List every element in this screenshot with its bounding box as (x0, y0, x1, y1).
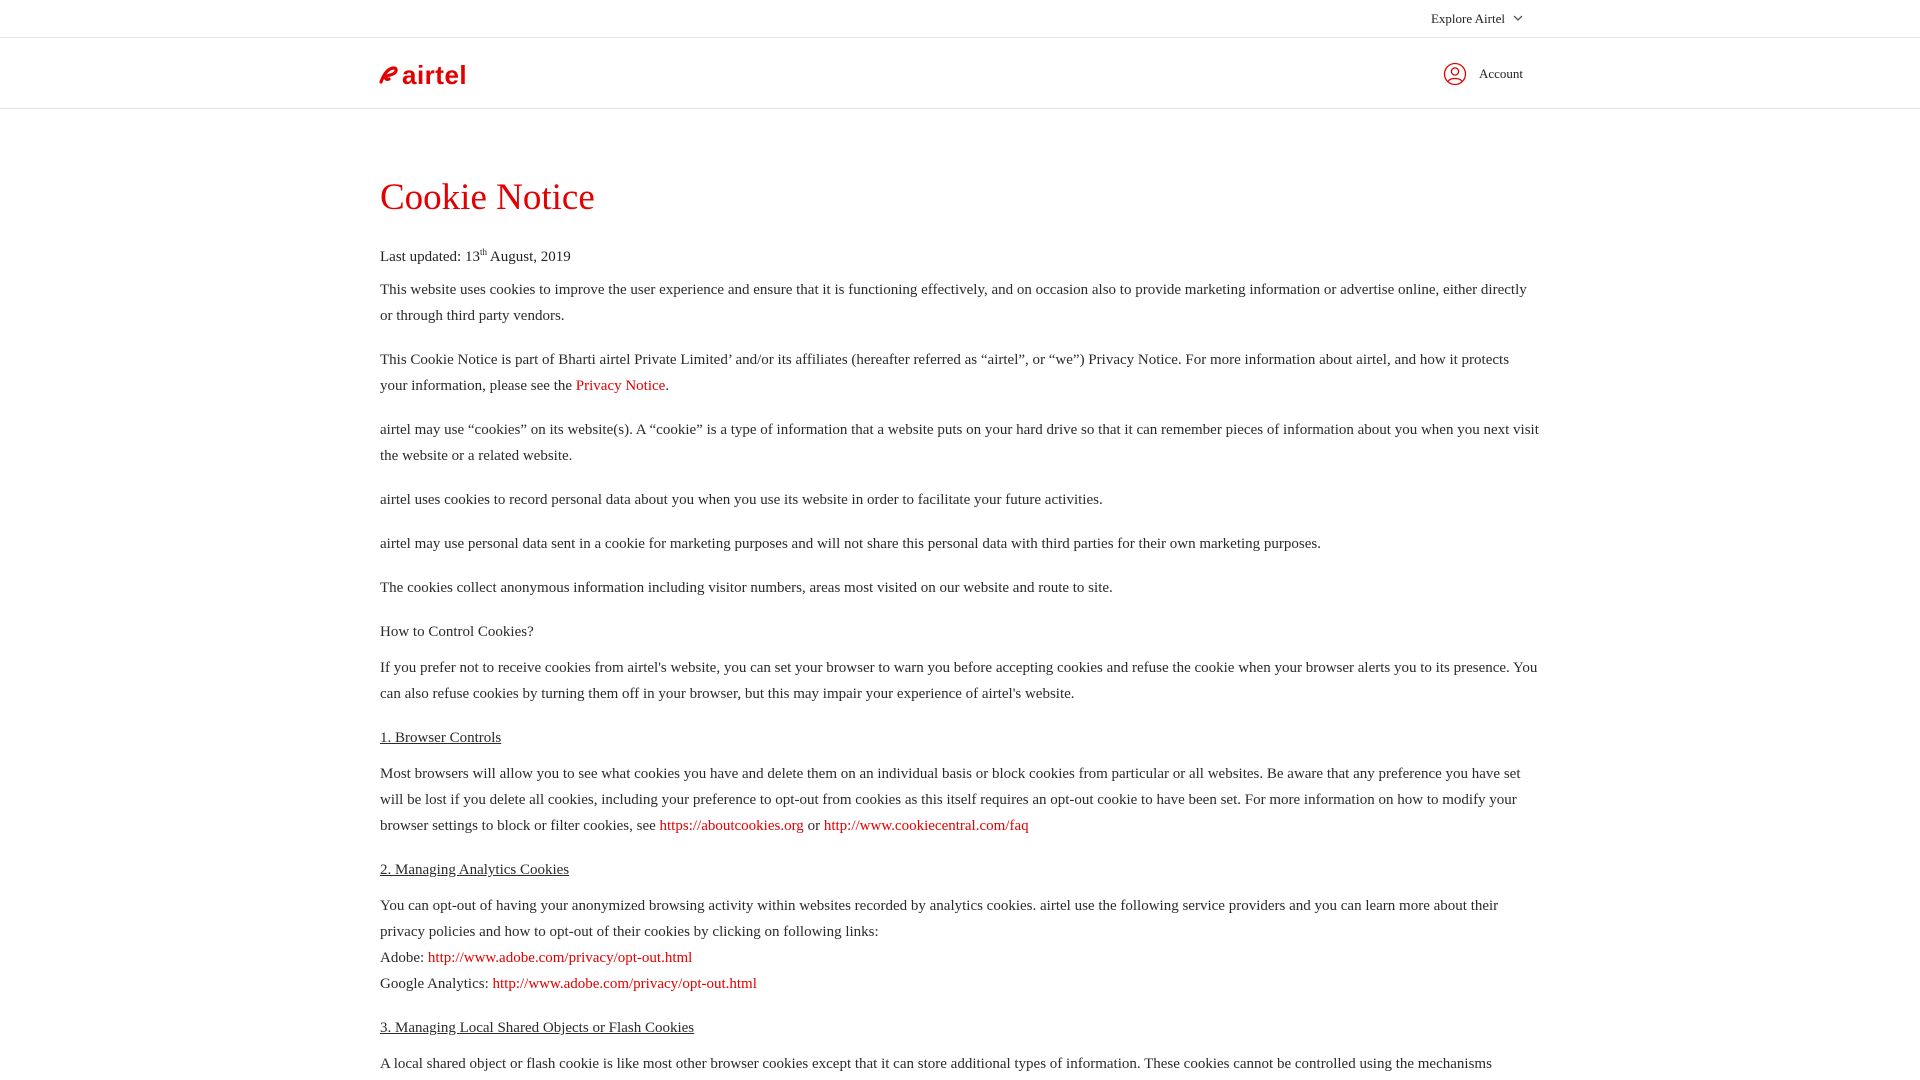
airtel-logo[interactable] (378, 62, 467, 88)
google-analytics-optout-link[interactable]: http://www.adobe.com/privacy/opt-out.html (492, 976, 757, 992)
page-title: Cookie Notice (380, 177, 595, 218)
chevron-down-icon (1513, 11, 1523, 27)
explore-airtel-dropdown[interactable] (1431, 11, 1523, 27)
paragraph-flash-cookies: A local shared object or flash cookie is like most other browser cookies except that it can store additional types of information. These cookies cannot be controlled using the mechanisms (380, 1056, 1492, 1072)
paragraph-browser-controls-text: Most browsers will allow you to see what cookies you have and delete them on an individual basis or block cookies from particular or all websites. Be aware that any preference you have set will be lost if you delete all cookies, including your preference to opt-out from cookies as this itself requires an opt-out cookie to have been set. For more information on how to modify your browser settings to block or filter cookies, see (380, 766, 1521, 834)
last-updated-suffix: August, 2019 (487, 249, 571, 265)
aboutcookies-link[interactable]: https://aboutcookies.org (659, 818, 804, 834)
top-utility-bar (0, 0, 1920, 38)
paragraph-anonymous: The cookies collect anonymous information including visitor numbers, areas most visited on our website and route to site. (380, 580, 1113, 596)
google-analytics-label: Google Analytics: (380, 976, 493, 992)
control-cookies-heading: How to Control Cookies? (380, 624, 534, 640)
airtel-logo-text: airtel (402, 60, 468, 90)
cookie-notice-content (380, 108, 1540, 1077)
browser-controls-heading: 1. Browser Controls (380, 730, 502, 746)
paragraph-privacy-text: This Cookie Notice is part of Bharti airtel Private Limited’ and/or its affiliates (hereafter referred as “airtel”, or “we”) Privacy Notice. For more information about airtel, and how it protects your information, please see the (380, 352, 1510, 394)
paragraph-browser-controls (380, 761, 1540, 839)
paragraph-cookie-definition: airtel may use “cookies” on its website(s). A “cookie” is a type of information that a website puts on your hard drive so that it can remember pieces of information about you when you next visit the website or a related website. (380, 422, 1539, 464)
paragraph-intro: This website uses cookies to improve the user experience and ensure that it is functioning effectively, and on occasion also to provide marketing information or advertise online, either directly or through third party vendors. (380, 282, 1527, 324)
flash-cookies-heading: 3. Managing Local Shared Objects or Flash Cookies (380, 1020, 695, 1036)
account-label: Account (1478, 66, 1523, 81)
adobe-label: Adobe: (380, 950, 428, 966)
paragraph-refuse-cookies: If you prefer not to receive cookies from airtel's website, you can set your browser to warn you before accepting cookies and refuse the cookie when your browser alerts you to its presence. You can also refuse cookies by turning them off in your browser, but this may impair your experience of airtel's website. (380, 660, 1538, 702)
account-button[interactable] (1443, 62, 1523, 86)
google-analytics-line (380, 971, 1540, 997)
last-updated (380, 242, 1540, 267)
adobe-optout-link[interactable]: http://www.adobe.com/privacy/opt-out.html (427, 950, 693, 966)
last-updated-prefix: Last updated: 13 (380, 249, 480, 265)
paragraph-analytics: You can opt-out of having your anonymized browsing activity within websites recorded by analytics cookies. airtel use the following service providers and you can learn more about their privacy policies and how to opt-out of their cookies by clicking on following links: (380, 898, 1499, 940)
analytics-cookies-heading: 2. Managing Analytics Cookies (380, 862, 570, 878)
user-icon (1443, 62, 1467, 86)
main-header (0, 38, 1920, 109)
paragraph-marketing: airtel may use personal data sent in a cookie for marketing purposes and will not share this personal data with third parties for their own marketing purposes. (380, 536, 1321, 552)
paragraph-record-data: airtel uses cookies to record personal data about you when you use its website in order to facilitate your future activities. (380, 492, 1103, 508)
paragraph-privacy (380, 347, 1540, 399)
airtel-logo-icon (378, 64, 398, 86)
privacy-notice-link[interactable]: Privacy Notice (575, 378, 666, 394)
adobe-line (380, 945, 1540, 971)
explore-airtel-label: Explore Airtel (1430, 11, 1505, 26)
last-updated-sup: th (479, 247, 487, 257)
cookiecentral-link[interactable]: http://www.cookiecentral.com/faq (823, 818, 1029, 834)
paragraph-privacy-end: . (665, 378, 670, 394)
paragraph-browser-controls-or: or (803, 818, 824, 834)
